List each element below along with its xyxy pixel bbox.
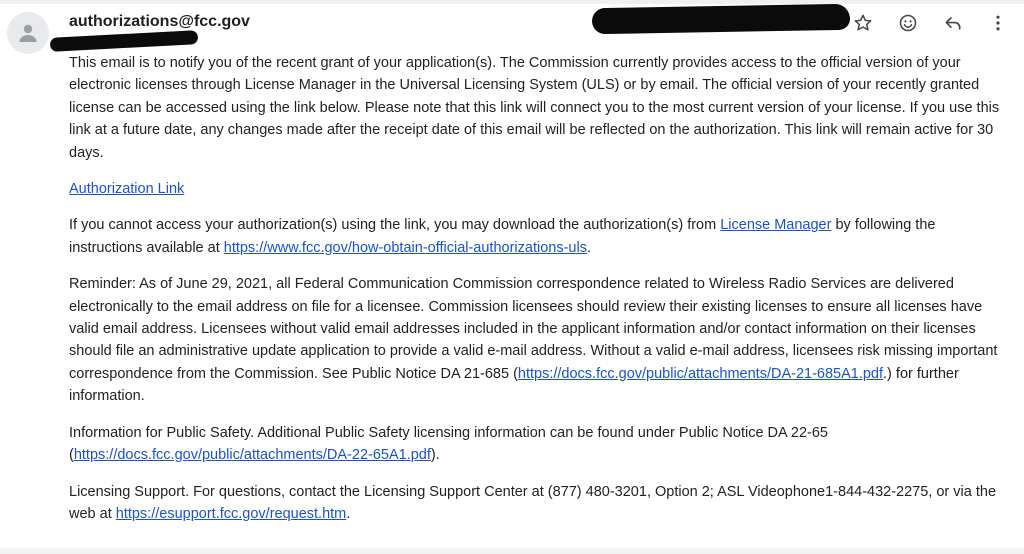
public-safety-paragraph bbox=[69, 422, 1009, 467]
top-divider bbox=[0, 0, 1024, 4]
license-manager-link[interactable]: License Manager bbox=[720, 217, 832, 234]
more-vert-icon bbox=[988, 13, 1008, 33]
authorization-link-paragraph bbox=[69, 178, 1009, 200]
notification-paragraph: This email is to notify you of the recent grant of your application(s). The Commission currently provides access to the official version of your electronic licenses through License Manager in the Universal Licensing System (ULS) or by email. The official version of your recently granted license can be accessed using the link below. Please note that this link will connect you to the most current version of your license. If you use this link at a future date, any changes made after the receipt date of this email will be reflected on the authorization. This link will remain active for 30 days. bbox=[69, 55, 1000, 161]
download-text-a: If you cannot access your authorization(s) using the link, you may download the authorization(s) from bbox=[69, 217, 721, 234]
authorization-link[interactable]: Authorization Link bbox=[69, 181, 185, 198]
bottom-divider bbox=[0, 548, 1024, 554]
reminder-text-a: Reminder: As of June 29, 2021, all Federal Communication Commission correspondence related to Wireless Radio Services are delivered electronically to the email address on file for a licensee. Commission licensees should review their existing licenses to ensure all licenses have valid email address. Licensees without valid email addresses included in the applicant information and/or contact information on their licenses should file an administrative update application to provide a valid e-mail address. Without a valid e-mail address, licensees risk missing important correspondence from the Commission. See Public Notice DA 21-685 ( bbox=[69, 276, 998, 382]
reply-icon bbox=[943, 13, 963, 33]
reminder-paragraph bbox=[69, 273, 1009, 407]
star-button[interactable] bbox=[852, 12, 874, 34]
redacted-date bbox=[592, 4, 850, 34]
emoji-reaction-button[interactable] bbox=[897, 12, 919, 34]
download-text-c: . bbox=[586, 239, 591, 256]
download-text-b: by following the instructions available at bbox=[69, 217, 936, 256]
licensing-support-paragraph bbox=[69, 481, 1009, 526]
instructions-link[interactable]: https://www.fcc.gov/how-obtain-official-authorizations-uls bbox=[223, 239, 587, 256]
email-body bbox=[69, 52, 1009, 539]
esupport-link[interactable]: https://esupport.fcc.gov/request.htm bbox=[115, 505, 347, 522]
download-instructions-paragraph bbox=[69, 214, 1009, 259]
star-icon bbox=[853, 13, 873, 33]
sender-avatar[interactable] bbox=[7, 12, 49, 54]
public-notice-da-22-65-link[interactable]: https://docs.fcc.gov/public/attachments/DA-22-65A1.pdf bbox=[73, 447, 431, 464]
support-text-b: . bbox=[346, 505, 351, 522]
reminder-text-b: .) for further information. bbox=[69, 365, 959, 405]
public-notice-da-21-685-link[interactable]: https://docs.fcc.gov/public/attachments/DA-21-685A1.pdf bbox=[517, 365, 884, 382]
public-safety-text-a: Information for Public Safety. Additional Public Safety licensing information can be found under Public Notice DA 22-65 ( bbox=[69, 424, 828, 464]
reply-button[interactable] bbox=[942, 12, 964, 34]
support-text-a: Licensing Support. For questions, contact the Licensing Support Center at (877) 480-3201, Option 2; ASL Videophone1-844-432-2275, or via the web at bbox=[69, 483, 997, 522]
public-safety-text-b: ). bbox=[430, 447, 440, 464]
more-options-button[interactable] bbox=[987, 12, 1009, 34]
emoji-icon bbox=[898, 13, 918, 33]
avatar-icon bbox=[16, 21, 40, 45]
redacted-sender-name bbox=[50, 30, 199, 52]
sender-email: authorizations@fcc.gov bbox=[69, 13, 250, 30]
